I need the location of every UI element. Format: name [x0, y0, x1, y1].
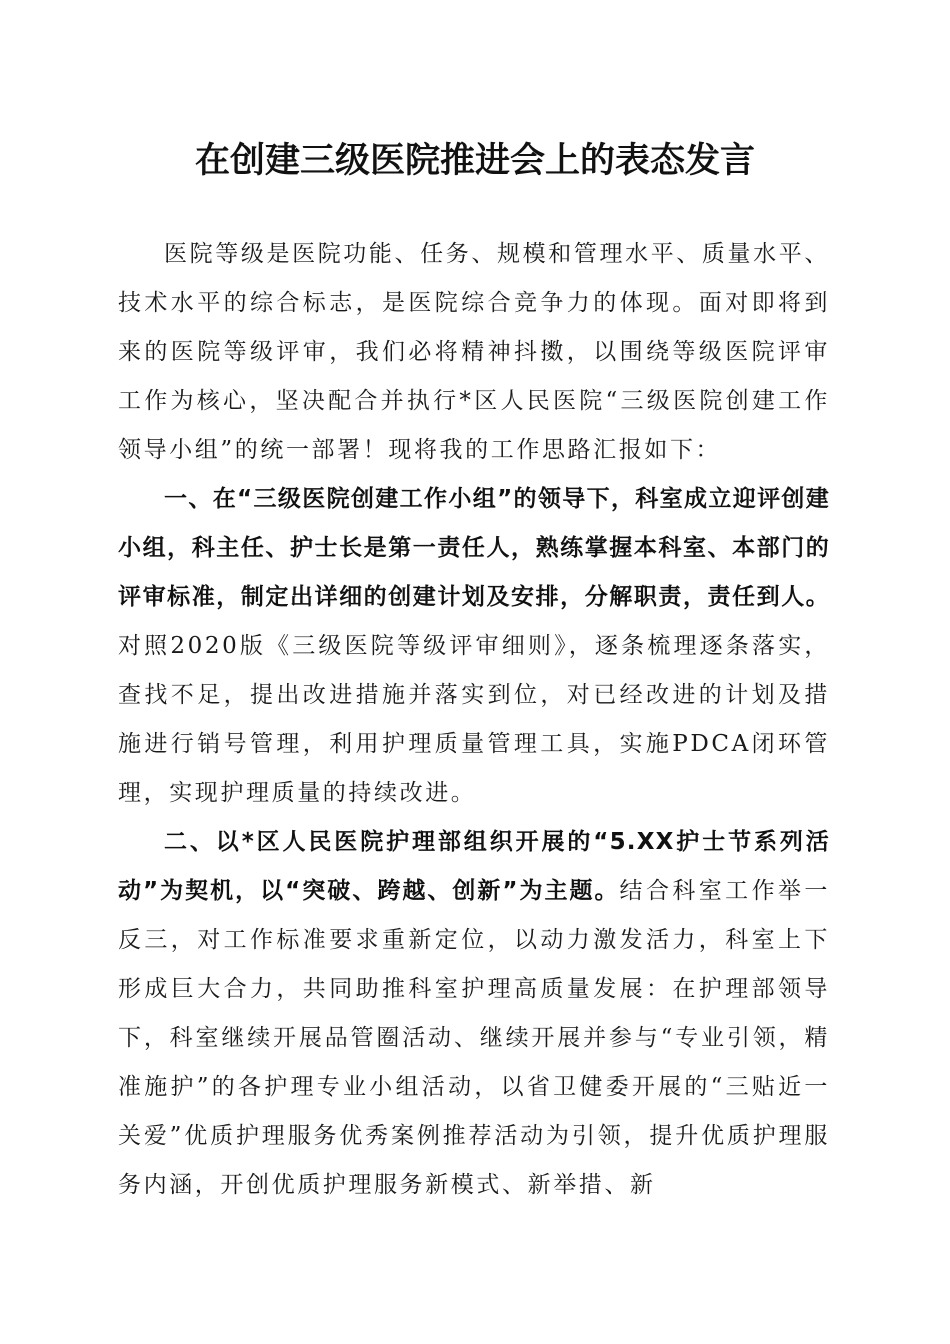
section-one-heading: 一、在“三级医院创建工作小组”的领导下，科室成立迎评创建小组，科主任、护士长是第一责任人，熟练掌握本科室、本部门的评审标准，制定出详细的创建计划及安排，分解职责，责任到人。 — [118, 486, 830, 610]
section-one-text: 对照2020版《三级医院等级评审细则》，逐条梳理逐条落实，查找不足，提出改进措施并落实到位，对已经改进的计划及措施进行销号管理，利用护理质量管理工具，实施PDCA闭环管理，实现护理质量的持续改进。 — [118, 633, 830, 806]
intro-paragraph-text: 医院等级是医院功能、任务、规模和管理水平、质量水平、技术水平的综合标志，是医院综合竞争力的体现。面对即将到来的医院等级评审，我们必将精神抖擞，以围绕等级医院评审工作为核心，坚决配合并执行*区人民医院“三级医院创建工作领导小组”的统一部署！现将我的工作思路汇报如下： — [118, 241, 830, 463]
section-two-heading: 二、以*区人民医院护理部组织开展的“5.XX护士节系列活动”为契机，以“突破、跨越、创新”为主题。 — [118, 829, 830, 904]
section-two-text: 结合科室工作举一反三，对工作标准要求重新定位，以动力激发活力，科室上下形成巨大合力，共同助推科室护理高质量发展：在护理部领导下，科室继续开展品管圈活动、继续开展并参与“专业引领，精准施护”的各护理专业小组活动，以省卫健委开展的“三贴近一关爱”优质护理服务优秀案例推荐活动为引领，提升优质护理服务内涵，开创优质护理服务新模式、新举措、新 — [118, 878, 830, 1198]
section-two-paragraph — [118, 818, 830, 1210]
document-body — [118, 230, 830, 1210]
document-title: 在创建三级医院推进会上的表态发言 — [194, 140, 755, 181]
section-one-paragraph — [118, 475, 830, 818]
intro-paragraph — [118, 230, 830, 475]
